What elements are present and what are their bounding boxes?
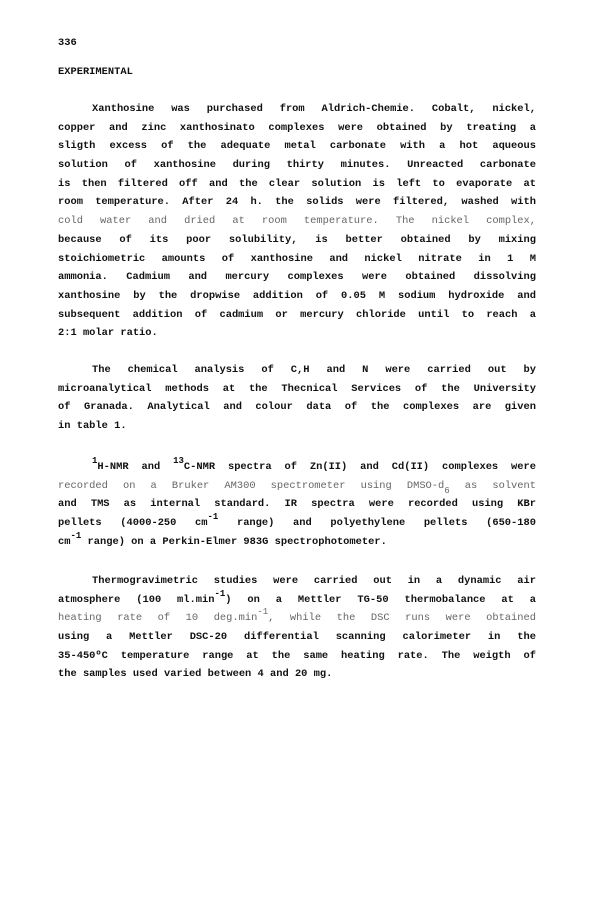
text-line	[58, 495, 536, 514]
text-line: stoichiometric amounts of xanthosine and nickel nitrate in 1 M	[58, 252, 536, 265]
text-line	[58, 458, 536, 477]
text-line: is then filtered off and the clear solution is left to evaporate at	[58, 177, 536, 190]
text-line: solution of xanthosine during thirty minutes. Unreacted carbonate	[58, 159, 536, 172]
text-line: ammonia. Cadmium and mercury complexes were obtained dissolving	[58, 271, 536, 284]
text-line: Xanthosine was purchased from Aldrich-Chemie. Cobalt, nickel,	[92, 103, 536, 115]
text-line: copper and zinc xanthosinato complexes were obtained by treating a	[58, 121, 536, 134]
text-line: the samples used varied between 4 and 20 mg.	[58, 668, 333, 681]
section-heading: EXPERIMENTAL	[58, 66, 133, 78]
text-line	[58, 588, 536, 610]
text-run: range) and polyethylene pellets (650-180	[218, 517, 536, 530]
superscript: -1	[70, 530, 82, 541]
text-run: cm	[58, 535, 71, 548]
paragraph-analysis	[58, 361, 536, 436]
text-run: recorded on a Bruker AM300 spectrometer using DMSO-d	[58, 479, 445, 492]
text-line	[58, 530, 536, 552]
text-line: in table 1.	[58, 420, 127, 433]
text-line: Thermogravimetric studies were carried out in a dynamic air	[92, 575, 536, 587]
text-line: 35-450ºC temperature range at the same heating rate. The weigth of	[58, 649, 536, 662]
text-run: ) on a Mettler TG-50 thermobalance at a	[225, 593, 536, 606]
text-line	[58, 514, 536, 533]
text-line: using a Mettler DSC-20 differential scanning calorimeter in the	[58, 631, 536, 644]
text-line: cold water and dried at room temperature. The nickel complex,	[58, 215, 536, 228]
text-run: atmosphere (100 ml.min	[58, 593, 215, 606]
superscript: 1	[92, 456, 98, 466]
text-run: C-NMR spectra of Zn(II) and Cd(II) complexes were	[183, 461, 536, 473]
text-line: 2:1 molar ratio.	[58, 327, 158, 340]
page-number: 336	[58, 37, 77, 49]
text-line: room temperature. After 24 h. the solids were filtered, washed with	[58, 196, 536, 209]
text-line: sligth excess of the adequate metal carbonate with a hot aqueous	[58, 140, 536, 153]
text-run: as solvent	[449, 479, 536, 492]
subscript: 6	[444, 485, 450, 496]
superscript: -1	[257, 607, 269, 618]
text-line: because of its poor solubility, is better obtained by mixing	[58, 233, 536, 246]
text-run: pellets (4000-250 cm	[58, 517, 208, 530]
text-line	[58, 609, 536, 628]
paragraph-spectra	[58, 458, 536, 551]
text-run: H-NMR and	[97, 461, 174, 473]
text-run: range) on a Perkin-Elmer 983G spectrophotometer.	[81, 535, 387, 548]
paragraph-thermal	[58, 572, 536, 684]
text-run: heating rate of 10 deg.min	[58, 612, 258, 625]
text-line: of Granada. Analytical and colour data of the complexes are given	[58, 401, 536, 414]
superscript: -1	[214, 588, 226, 599]
text-run: , while the DSC runs were obtained	[268, 612, 536, 625]
text-line: subsequent addition of cadmium or mercury chloride until to reach a	[58, 308, 536, 321]
paragraph-materials	[58, 100, 536, 343]
text-run: and TMS as internal standard. IR spectra were recorded using KBr	[58, 498, 536, 511]
text-line	[58, 477, 536, 496]
text-line: xanthosine by the dropwise addition of 0.05 M sodium hydroxide and	[58, 289, 536, 302]
text-line: The chemical analysis of C,H and N were carried out by	[92, 364, 536, 376]
text-line: microanalytical methods at the Thecnical Services of the University	[58, 382, 536, 395]
superscript: 13	[173, 456, 184, 466]
superscript: -1	[207, 512, 219, 523]
